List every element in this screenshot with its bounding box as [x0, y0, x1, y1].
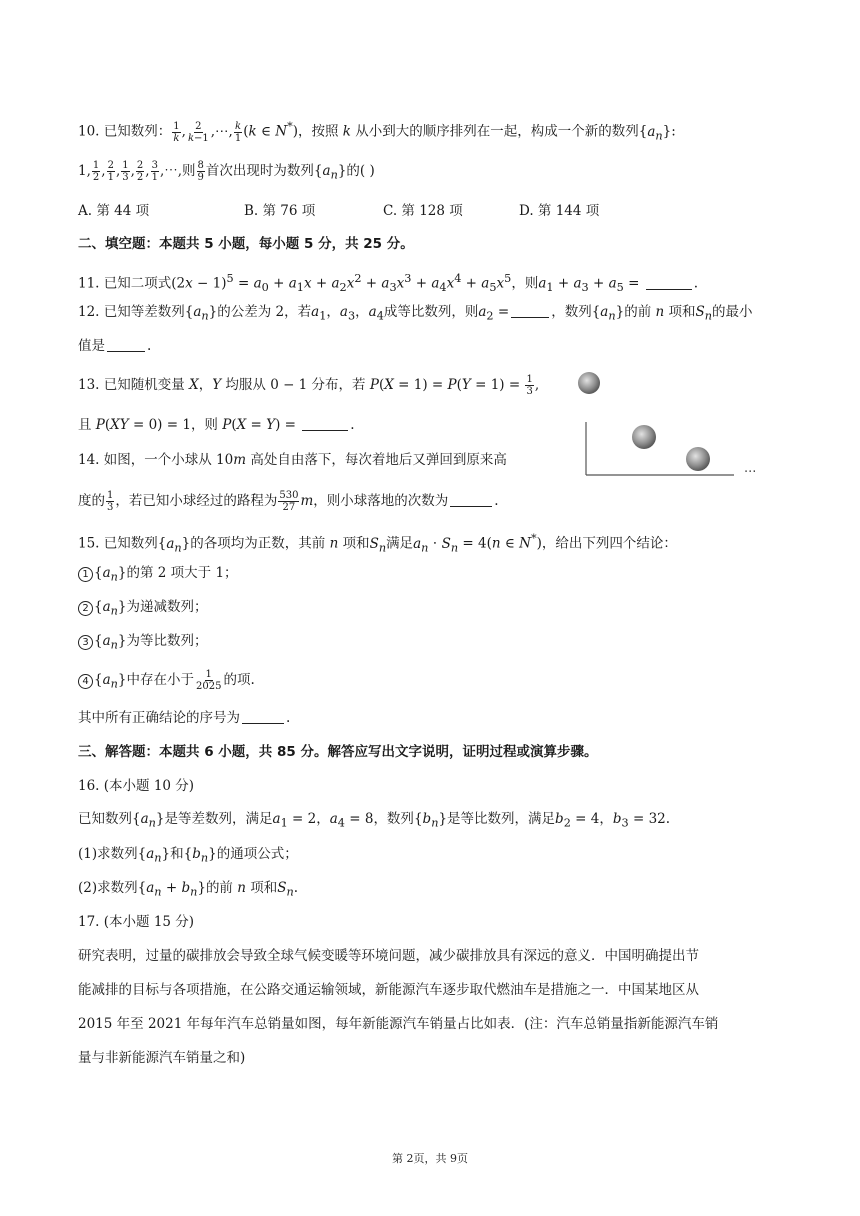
- q11: 11. 已知二项式$(2x - 1)^5 = a_0 + a_1x + a_2x^2 + a_3x^3 + a_4x^4 + a_5x^5$，则$a_1 + a_3 + a_5$ = .: [78, 272, 699, 295]
- page-footer: 第 2页，共 9页: [392, 1152, 468, 1165]
- q17-text-line-1: 研究表明，过量的碳排放会导致全球气候变暖等环境问题，减少碳排放具有深远的意义．中国明确提出节: [78, 948, 699, 964]
- q17-text-line-4: 量与非新能源汽车销量之和): [78, 1050, 246, 1066]
- q12-line1: 12. 已知等差数列$\{a_n\}$的公差为 2，若$a_1$，$a_3$，$a_4$成等比数列，则$a_2$ = ，数列$\{a_n\}$的前 n 项和$S_n$的最小: [78, 304, 753, 323]
- ball-3: [686, 447, 710, 471]
- q12-blank-1[interactable]: [511, 303, 549, 318]
- q15-item-3: 3 $\{a_n\}$为等比数列；: [78, 631, 208, 656]
- q10-option-d: D. 第 144 项: [519, 203, 600, 219]
- q13-line1: 13. 已知随机变量 X，Y 均服从 0 − 1 分布，若 P(X = 1) = P(Y = 1) = $\frac{1}{3}$ ,: [78, 374, 540, 397]
- q15-item-1: 1 $\{a_n\}$的第 2 项大于 1；: [78, 563, 238, 588]
- q14-answer-blank[interactable]: [450, 492, 492, 507]
- section-heading-solutions: 三、解答题：本题共 6 小题，共 85 分。解答应写出文字说明，证明过程或演算步骤。: [78, 744, 598, 760]
- q10-option-a: A. 第 44 项: [78, 203, 150, 219]
- bouncing-ball-figure: [576, 364, 772, 484]
- q15-answer-blank[interactable]: [242, 709, 284, 724]
- section-heading-fill-in: 二、填空题：本题共 5 小题，每小题 5 分，共 25 分。: [78, 236, 414, 252]
- q14-line2: 度的 $\frac{1}{3}$ ，若已知小球经过的路程为 $\frac{530}{27}$ m，则小球落地的次数为 .: [78, 490, 499, 513]
- q15-item-2: 2 $\{a_n\}$为递减数列；: [78, 597, 208, 622]
- q15-item-4: 4 $\{a_n\}$中存在小于 $\frac{1}{2025}$ 的项.: [78, 669, 255, 695]
- q10-option-c: C. 第 128 项: [383, 203, 463, 219]
- q16-part-2: (2)求数列$\{a_n + b_n\}$的前 n 项和$S_n$.: [78, 880, 299, 899]
- q12-line2: 值是 .: [78, 338, 152, 354]
- q10-option-b: B. 第 76 项: [244, 203, 316, 219]
- q10-line1: 10. 已知数列： $\frac{1}{k}$ , $\frac{2}{k-1}$ ,⋯, $\frac{k}{1}$ (k ∈ N*)，按照 k 从小到大的顺序排列在一起，构成一个新的数列$\{a_n\}$:: [78, 120, 676, 144]
- q13-answer-blank[interactable]: [302, 416, 348, 431]
- q17-text-line-3: 2015 年至 2021 年每年汽车总销量如图，每年新能源汽车销量占比如表．(注：汽车总销量指新能源汽车销: [78, 1016, 719, 1032]
- q11-answer-blank[interactable]: [646, 275, 692, 290]
- q14-line1: 14. 如图，一个小球从 10m 高处自由落下，每次着地后又弹回到原来高: [78, 452, 507, 468]
- q13-line2: 且 P(XY = 0) = 1，则 P(X = Y) = .: [78, 417, 355, 433]
- ellipsis-mark: ···: [744, 465, 757, 480]
- q12-blank-2[interactable]: [107, 337, 145, 352]
- q17-header: 17. (本小题 15 分): [78, 914, 195, 930]
- q16-part-1: (1)求数列$\{a_n\}$和$\{b_n\}$的通项公式；: [78, 846, 298, 865]
- ball-1: [578, 372, 600, 394]
- q10-line2: 1, $\frac{1}{2}$ , $\frac{2}{1}$ , $\frac{1}{3}$ , $\frac{2}{2}$ , $\frac{3}{1}$ ,⋯,则 $\frac{8}{9}$ 首次出现时为数列$\{a_n\}$的( ): [78, 160, 375, 183]
- q15-stem: 15. 已知数列$\{a_n\}$的各项均为正数，其前 n 项和$S_n$满足$a_n \cdot S_n = 4(n$ ∈ N*)，给出下列四个结论：: [78, 532, 677, 555]
- q17-text-line-2: 能减排的目标与各项措施，在公路交通运输领域，新能源汽车逐步取代燃油车是措施之一．中国某地区从: [78, 982, 699, 998]
- q16-stem: 已知数列$\{a_n\}$是等差数列，满足$a_1 = 2$，$a_4 = 8$，数列$\{b_n\}$是等比数列，满足$b_2 = 4$，$b_3 = 32$.: [78, 811, 671, 830]
- ball-2: [632, 425, 656, 449]
- q15-conclusion: 其中所有正确结论的序号为 .: [78, 710, 291, 726]
- q16-header: 16. (本小题 10 分): [78, 778, 195, 794]
